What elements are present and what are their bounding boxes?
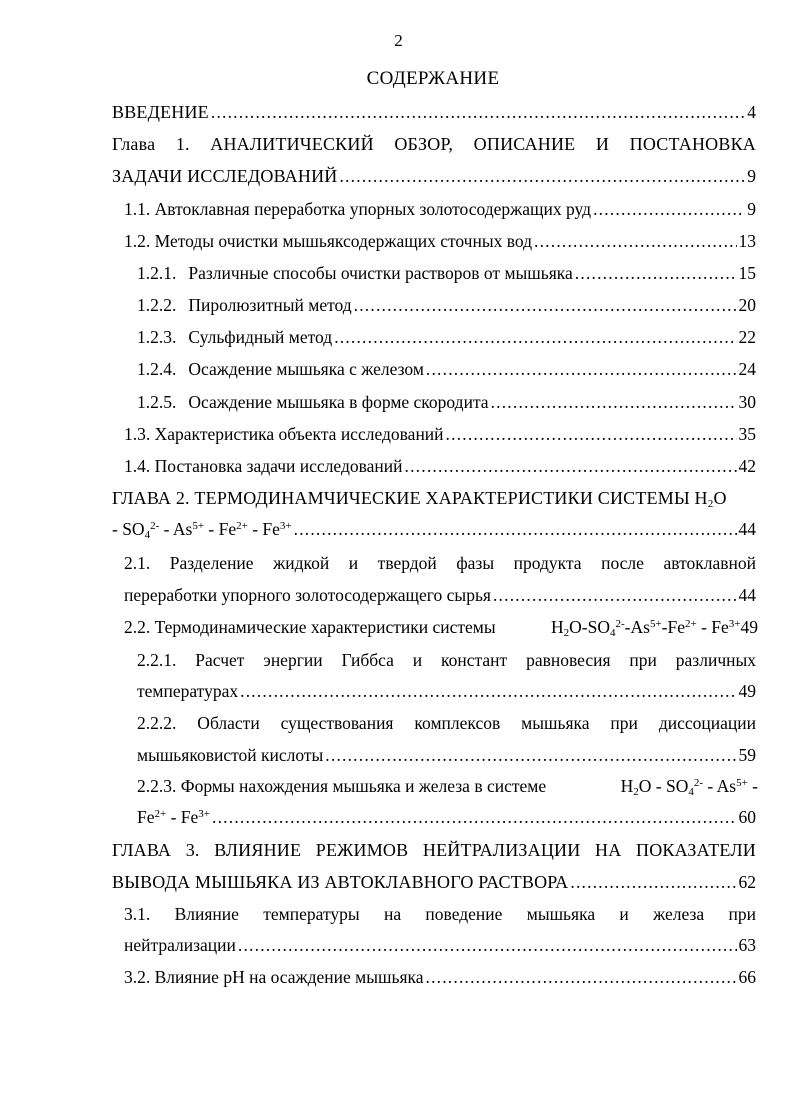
toc-entry-2-1-line1[interactable]: 2.1. Разделение жидкой и твердой фазы продукта после автоклавной [124, 553, 756, 573]
toc-entry-2-2-2-line2[interactable]: мышьяковистой кислоты ..... 59 [137, 744, 756, 768]
toc-entry-intro[interactable] [112, 101, 756, 125]
toc-entry-2-2-3-line1[interactable]: 2.2.3. Формы нахождения мышьяка и железа в системе $H_2O - SO_4^{2-} - As^{5+}$ - [137, 776, 758, 798]
toc-entry-1-4[interactable]: 1.4. Постановка задачи исследований ..... 42 [124, 455, 756, 479]
toc-entry-2-2-1-line2[interactable]: температурах ..... 49 [137, 680, 756, 704]
toc-entry-ch2-line1[interactable]: ГЛАВА 2. ТЕРМОДИНАМЧИЧЕСКИЕ ХАРАКТЕРИСТИКИ СИСТЕМЫ $H_2O$ [112, 488, 727, 510]
toc-entry-1-2-3[interactable]: 1.2.3. Сульфидный метод ..... 22 [137, 326, 756, 350]
toc-entry-2-1-line2[interactable]: переработки упорного золотосодержащего сырья ..... 44 [124, 584, 756, 608]
toc-entry-1-2-1[interactable]: 1.2.1. Различные способы очистки растворов от мышьяка ..... 15 [137, 262, 756, 286]
toc-entry-ch2-line2[interactable]: - $SO_4^{2-} - As^{5+} - Fe^{2+} - Fe^{3+}$ ..... 44 [112, 518, 756, 542]
toc-entry-ch3-line2[interactable]: ВЫВОДА МЫШЬЯКА ИЗ АВТОКЛАВНОГО РАСТВОРА ..... 62 [112, 871, 756, 895]
toc-entry-2-2-1-line1[interactable]: 2.2.1. Расчет энергии Гиббса и констант равновесия при различных [137, 650, 756, 670]
entry-text: ВВЕДЕНИЕ [112, 102, 209, 122]
toc-entry-2-2[interactable]: 2.2. Термодинамические характеристики системы $H_2O-SO_4^{2-}-As^{5+}-Fe^{2+} - Fe^{3+}49$ [124, 617, 758, 639]
toc-entry-3-1-line2[interactable]: нейтрализации ..... 63 [124, 934, 756, 958]
toc-entry-1-3[interactable]: 1.3. Характеристика объекта исследований ..... 35 [124, 423, 756, 447]
toc-entry-1-2[interactable]: 1.2. Методы очистки мышьяксодержащих сточных вод ..... 13 [124, 230, 756, 254]
toc-entry-ch1-line2[interactable]: ЗАДАЧИ ИССЛЕДОВАНИЙ ..... 9 [112, 165, 756, 189]
toc-entry-ch3-line1[interactable]: ГЛАВА 3. ВЛИЯНИЕ РЕЖИМОВ НЕЙТРАЛИЗАЦИИ НА ПОКАЗАТЕЛИ [112, 840, 756, 860]
toc-entry-2-2-3-line2[interactable]: $Fe^{2+} - Fe^{3+}$ ..... 60 [137, 806, 756, 830]
toc-entry-1-2-4[interactable]: 1.2.4. Осаждение мышьяка с железом ..... 24 [137, 358, 756, 382]
toc-entry-3-2[interactable]: 3.2. Влияние pH на осаждение мышьяка ..... 66 [124, 966, 756, 990]
toc-entry-1-2-2[interactable]: 1.2.2. Пиролюзитный метод ..... 20 [137, 294, 756, 318]
toc-entry-3-1-line1[interactable]: 3.1. Влияние температуры на поведение мышьяка и железа при [124, 904, 756, 924]
toc-entry-1-1[interactable]: 1.1. Автоклавная переработка упорных золотосодержащих руд ..... 9 [124, 198, 756, 222]
toc-entry-ch1-line1[interactable]: Глава 1. АНАЛИТИЧЕСКИЙ ОБЗОР, ОПИСАНИЕ И ПОСТАНОВКА [112, 134, 756, 154]
toc-entry-1-2-5[interactable]: 1.2.5. Осаждение мышьяка в форме скородита ..... 30 [137, 391, 756, 415]
page-number: 2 [394, 31, 403, 50]
toc-title: СОДЕРЖАНИЕ [366, 68, 500, 89]
entry-page: 4 [747, 102, 756, 122]
toc-entry-2-2-2-line1[interactable]: 2.2.2. Области существования комплексов мышьяка при диссоциации [137, 713, 756, 733]
